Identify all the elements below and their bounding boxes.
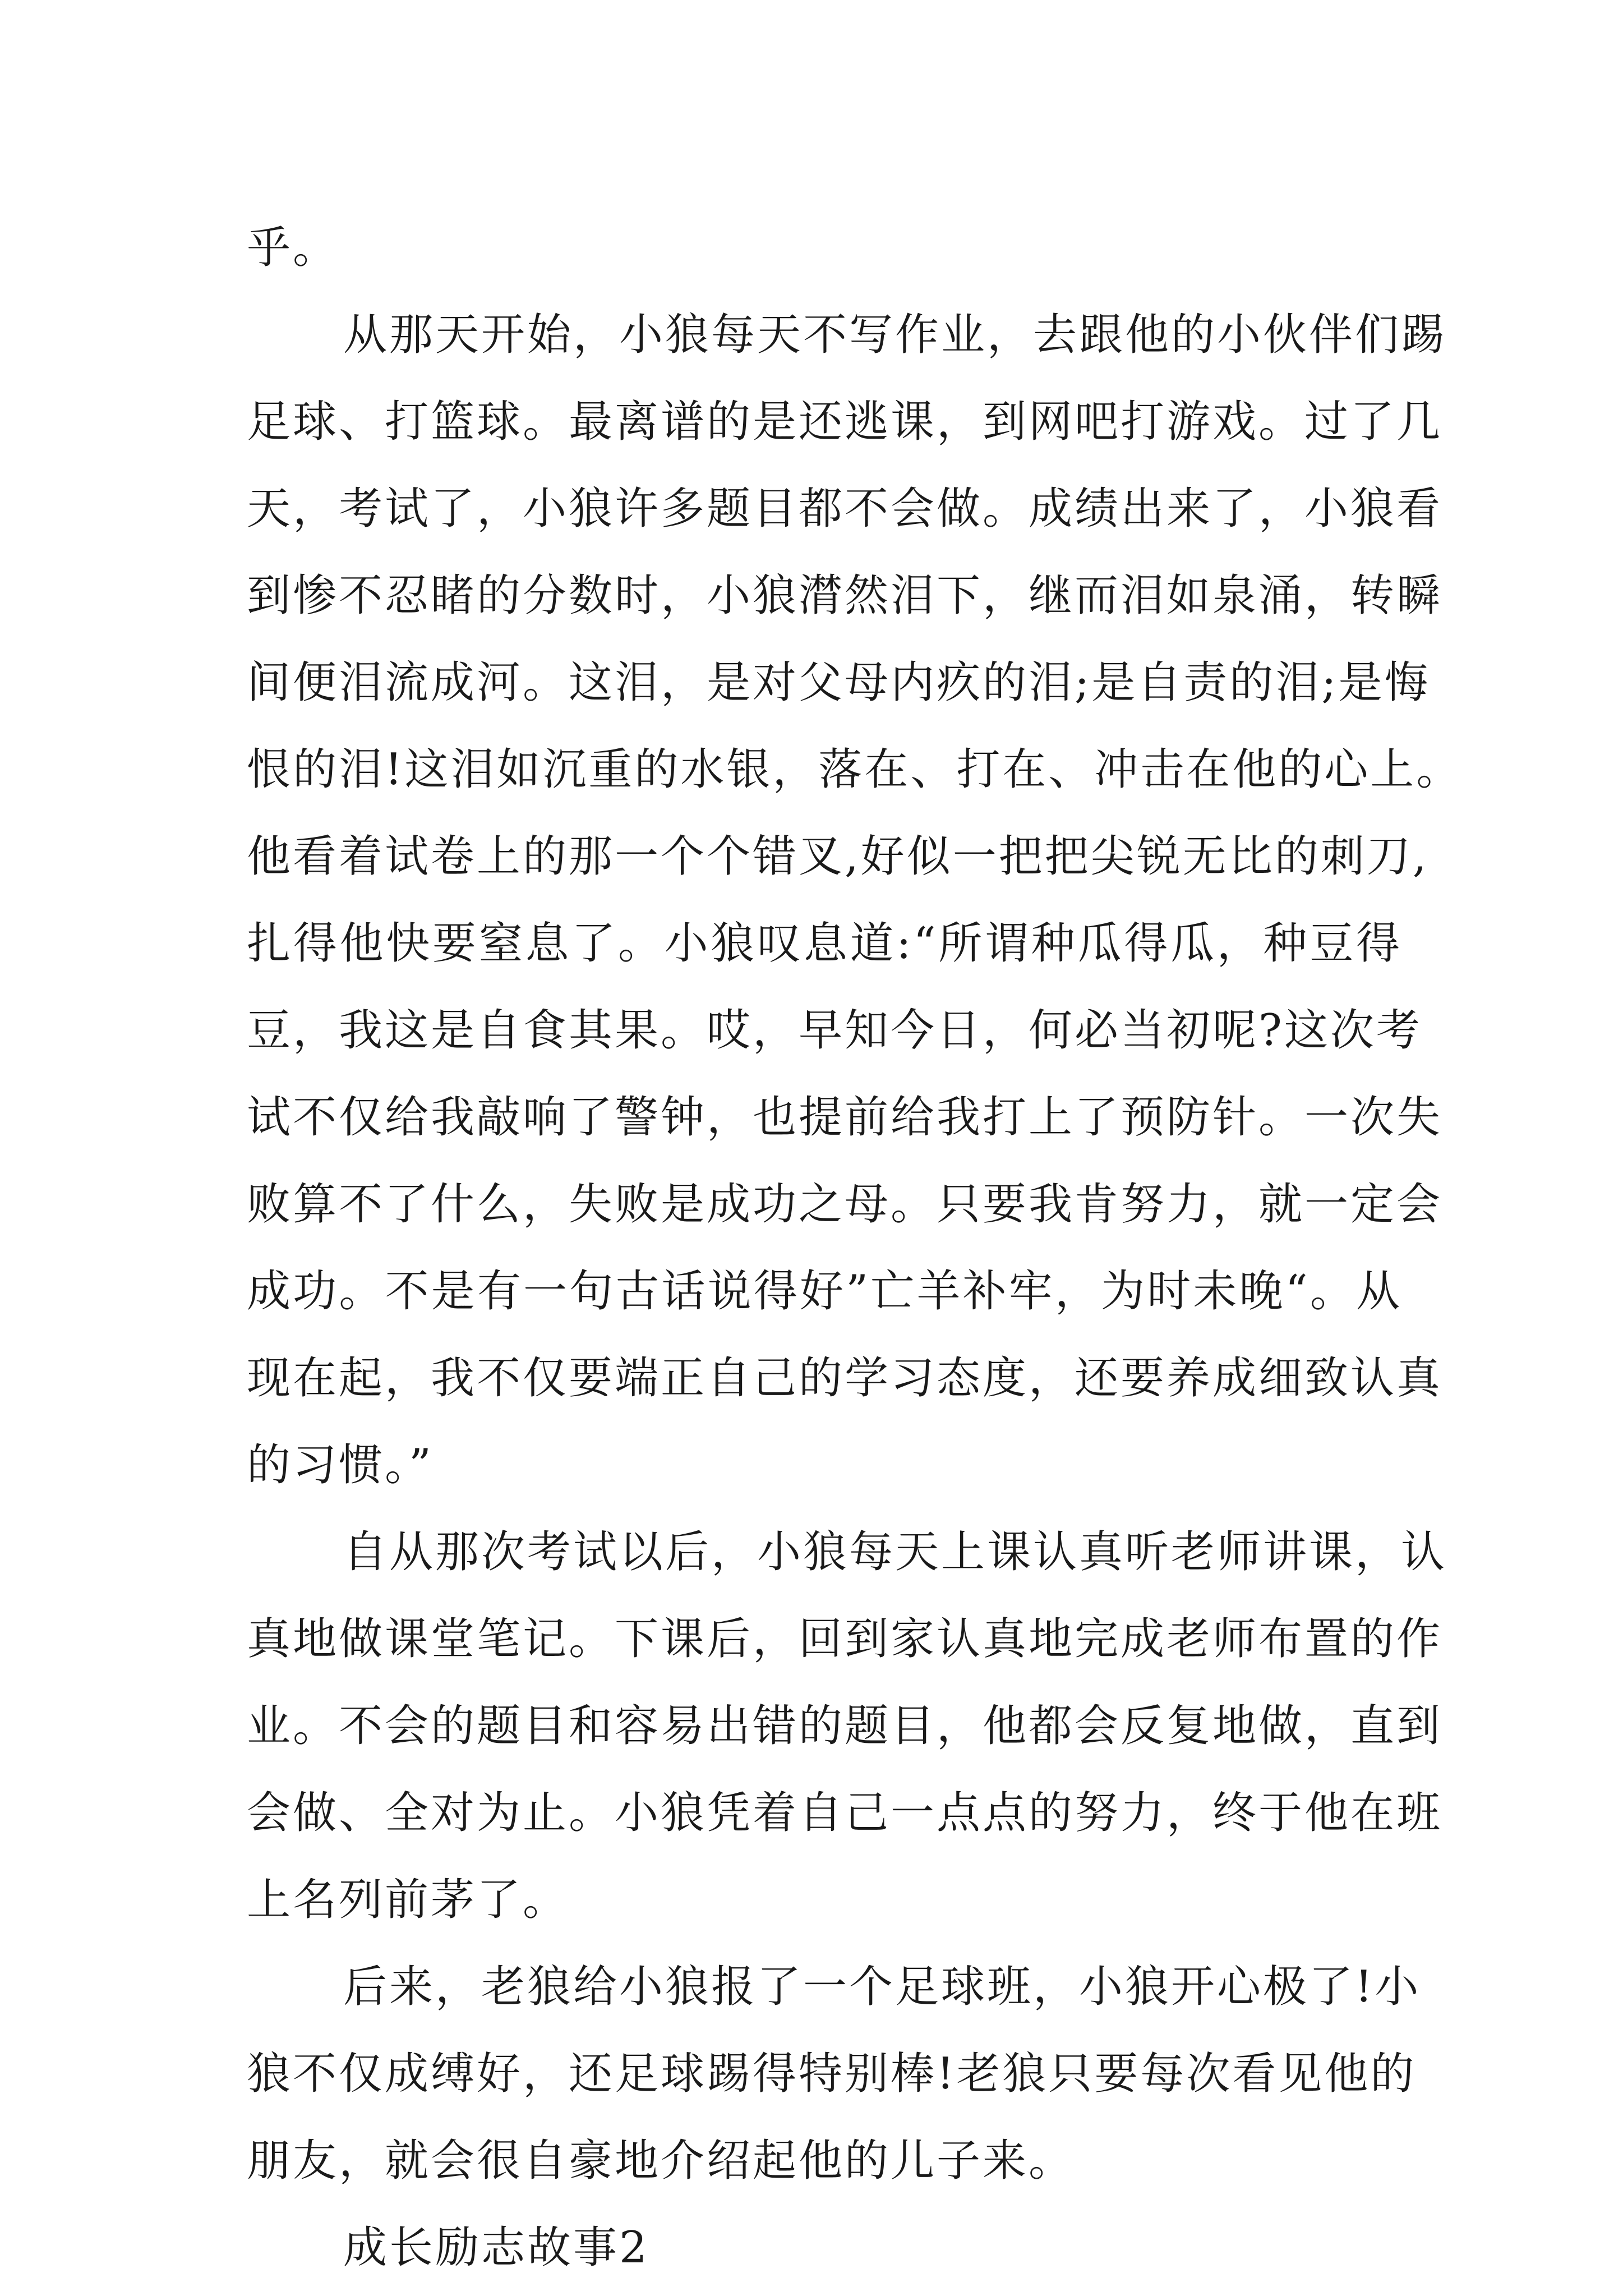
text-line: 足球、打篮球。最离谱的是还逃课，到网吧打游戏。过了几	[247, 397, 1443, 447]
text-line: 成功。不是有一句古话说得好”亡羊补牢，为时未晚“。从	[247, 1266, 1402, 1317]
text-line: 他看着试卷上的那一个个错叉,好似一把把尖锐无比的刺刀,	[247, 831, 1429, 882]
text-line: 真地做课堂笔记。下课后，回到家认真地完成老师布置的作	[247, 1614, 1443, 1664]
text-line: 上名列前茅了。	[247, 1875, 569, 1925]
text-line: 到惨不忍睹的分数时，小狼潸然泪下，继而泪如泉涌，转瞬	[247, 570, 1443, 621]
text-line: 败算不了什么，失败是成功之母。只要我肯努力，就一定会	[247, 1179, 1443, 1230]
paragraph-first-line: 从那天开始，小狼每天不写作业，去跟他的小伙伴们踢	[343, 310, 1447, 360]
text-line: 豆，我这是自食其果。哎，早知今日，何必当初呢?这次考	[247, 1005, 1422, 1056]
text-line: 狼不仅成缚好，还足球踢得特别棒!老狼只要每次看见他的	[247, 2049, 1417, 2099]
text-line: 恨的泪!这泪如沉重的水银，落在、打在、冲击在他的心上。	[247, 744, 1463, 795]
text-line: 间便泪流成河。这泪，是对父母内疚的泪;是自责的泪;是悔	[247, 657, 1431, 708]
text-line: 业。不会的题目和容易出错的题目，他都会反复地做，直到	[247, 1701, 1443, 1751]
text-line: 现在起，我不仅要端正自己的学习态度，还要养成细致认真	[247, 1353, 1443, 1404]
text-line: 乎。	[247, 223, 339, 273]
text-line: 的习惯。”	[247, 1440, 434, 1490]
paragraph-first-line: 自从那次考试以后，小狼每天上课认真听老师讲课，认	[343, 1527, 1447, 1577]
text-line: 会做、全对为止。小狼凭着自己一点点的努力，终于他在班	[247, 1788, 1443, 1838]
text-line: 扎得他快要窒息了。小狼叹息道:“所谓种瓜得瓜，种豆得	[247, 918, 1402, 969]
text-line: 试不仅给我敲响了警钟，也提前给我打上了预防针。一次失	[247, 1092, 1443, 1143]
text-line: 朋友，就会很自豪地介绍起他的儿子来。	[247, 2136, 1075, 2186]
section-heading: 成长励志故事2	[343, 2223, 649, 2273]
text-line: 天，考试了，小狼许多题目都不会做。成绩出来了，小狼看	[247, 484, 1443, 534]
paragraph-first-line: 后来，老狼给小狼报了一个足球班，小狼开心极了!小	[343, 1962, 1421, 2012]
text-body	[247, 205, 1463, 2292]
